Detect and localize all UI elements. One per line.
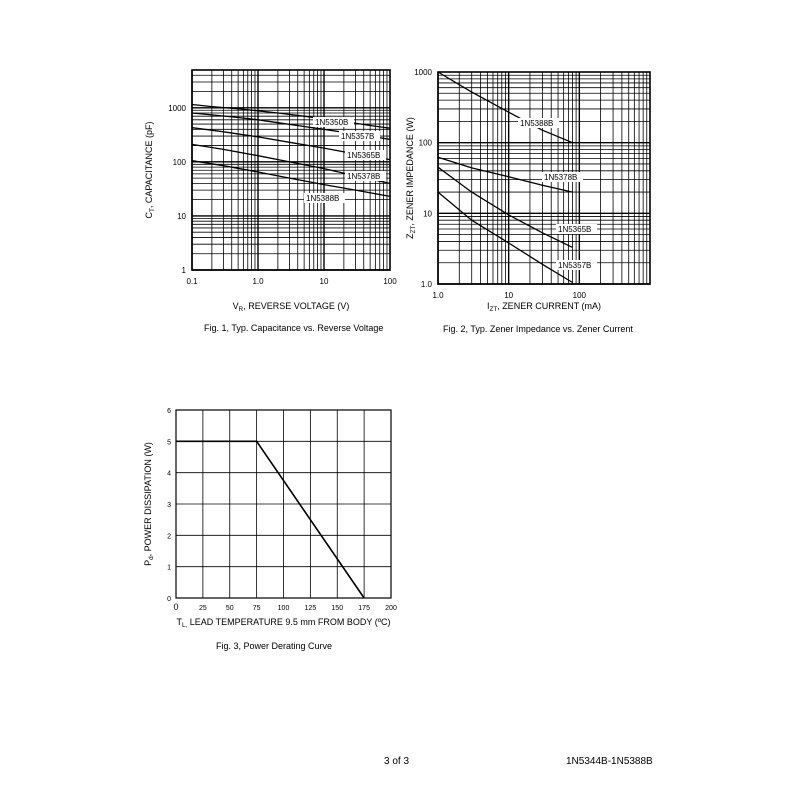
page-number: 3 of 3 [384, 756, 410, 767]
fig1-y-tick-label: 1 [181, 266, 186, 275]
fig3-x-tick-label: 150 [331, 605, 344, 612]
fig1-series-label: 1N5365B [347, 151, 381, 160]
fig2-series-label: 1N5365B [558, 225, 592, 234]
fig3-y-tick-label: 4 [167, 470, 171, 478]
fig2-y-tick-label: 1.0 [420, 280, 432, 289]
fig2-x-tick-label: 1.0 [432, 291, 444, 300]
fig3-y-tick-label: 1 [167, 564, 171, 572]
fig2-x-axis-label: $I_{ZT}$, ZENER CURRENT (mA) [486, 301, 602, 313]
fig2-series-label: 1N5378B [544, 173, 578, 182]
fig1-series-label: 1N5378B [347, 172, 381, 181]
fig3-x-tick-label: 25 [198, 605, 207, 612]
fig3-x-axis-label: $T_{L,}$ LEAD TEMPERATURE 9.5 mm FROM BODY (ºC) [176, 617, 391, 629]
fig3-x-tick-label: 125 [304, 605, 317, 612]
fig2-x-tick-label: 100 [572, 291, 587, 300]
fig1-series-label: 1N5388B [306, 194, 340, 203]
fig1-y-axis-label: $C_T$, CAPACITANCE (pF) [144, 121, 156, 219]
fig3-x-tick-label: 50 [225, 605, 234, 612]
fig3-x-tick-label: 100 [277, 605, 290, 612]
fig3-x-tick-label: 0 [173, 602, 179, 612]
fig1-caption: Fig. 1, Typ. Capacitance vs. Reverse Voltage [204, 323, 384, 333]
fig3-y-tick-label: 2 [167, 533, 171, 541]
fig1-x-axis-label: $V_R$, REVERSE VOLTAGE (V) [232, 301, 350, 313]
fig1-y-tick-label: 100 [172, 157, 186, 167]
fig1-series-label: 1N5350B [315, 118, 349, 127]
fig1-x-tick-label: 100 [383, 277, 397, 286]
fig1-x-tick-label: 0.1 [186, 277, 198, 286]
fig2-x-tick-label: 10 [504, 291, 514, 300]
fig2-series-label: 1N5357B [558, 261, 592, 270]
fig1-y-tick-label: 10 [177, 211, 186, 221]
fig1-x-tick-label: 1.0 [252, 277, 264, 286]
fig3-y-tick-label: 0 [167, 596, 171, 603]
fig3-caption: Fig. 3, Power Derating Curve [216, 641, 333, 651]
fig2-caption: Fig. 2, Typ. Zener Impedance vs. Zener Current [443, 324, 633, 334]
fig1-y-tick-label: 1000 [168, 103, 186, 113]
fig2-y-tick-label: 10 [423, 209, 432, 219]
fig3-y-axis-label: $P_d$, POWER DISSIPATION (W) [143, 442, 155, 566]
fig1-x-tick-label: 10 [319, 277, 329, 286]
fig2-y-tick-label: 1000 [414, 68, 432, 77]
fig1-series-label: 1N5357B [341, 132, 375, 141]
fig3-y-tick-label: 5 [167, 439, 171, 447]
fig3-series-line-0 [176, 441, 364, 598]
fig3-x-tick-label: 75 [252, 605, 261, 612]
fig3-y-tick-label: 6 [167, 408, 171, 415]
fig3-y-tick-label: 3 [167, 502, 171, 509]
fig3-x-tick-label: 200 [385, 605, 397, 612]
fig2-y-axis-label: $Z_{ZT}$, ZENER IMPEDANCE (W) [405, 117, 417, 239]
part-number: 1N5344B-1N5388B [566, 756, 653, 767]
fig2-series-label: 1N5388B [520, 119, 554, 128]
fig3-x-tick-label: 175 [358, 605, 370, 612]
fig2-y-tick-label: 100 [418, 138, 432, 148]
